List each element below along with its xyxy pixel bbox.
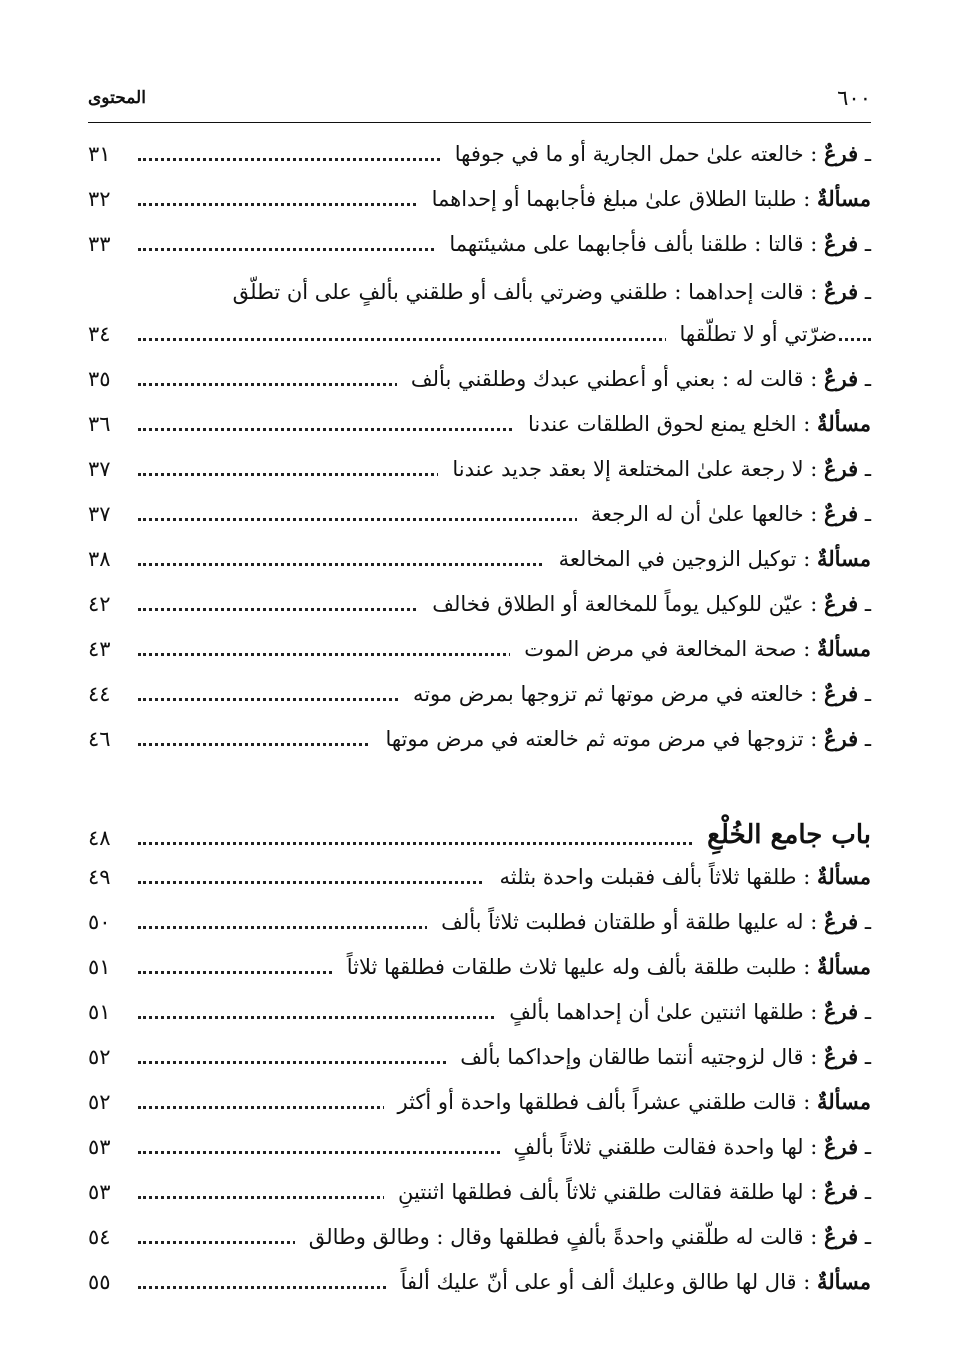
toc-entry[interactable] (88, 398, 871, 442)
entry-page-number: ٣٤ (88, 322, 111, 346)
entry-text: لها طلقة فقالت طلقني ثلاثاً بألف فطلقها اثنتينِ (398, 1180, 804, 1204)
entry-page-number: ٣٧ (88, 457, 111, 481)
entry-text: تزوجها في مرض موته ثم خالعته في مرض موتها (385, 727, 804, 751)
entry-kind: فرعٌ (824, 456, 859, 481)
entry-page-number: ٤٦ (88, 727, 111, 751)
entry-text: قالت له : بعني أو أعطني عبدك وطلقني بألف (410, 367, 804, 391)
entry-kind: فرعٌ (824, 1224, 859, 1249)
entry-page-number: ٣٣ (88, 232, 111, 256)
entry-label: ـ فرعٌ : تزوجها في مرض موته ثم خالعته في مرض موتها (371, 726, 871, 751)
entry-page-number: ٤٩ (88, 865, 111, 889)
entry-kind: فرعٌ (824, 1044, 859, 1069)
entry-label: مسألةٌ : طلبتا الطلاق علىٰ مبلغ فأجابهما أو إحداهما (418, 186, 871, 211)
entry-page-number: ٥١ (88, 955, 111, 979)
entry-label: ـ فرعٌ : قالت له طلّقني واحدةً بألفٍ فطلقها وقال : وطالق وطالق (295, 1224, 871, 1249)
entry-text: طلقها اثنتين علىٰ أن إحداهما بألفٍ (509, 1000, 804, 1024)
entry-text: خالعته في مرض موتها ثم تزوجها بمرض موته (412, 682, 804, 706)
entry-page-number: ٥١ (88, 1000, 111, 1024)
entry-kind: مسألةٌ (816, 546, 871, 571)
chapter-heading-row[interactable] (88, 802, 871, 856)
entry-kind: فرعٌ (824, 999, 859, 1024)
entry-page-number: ٥٠ (88, 910, 111, 934)
entry-kind: فرعٌ (824, 1179, 859, 1204)
entry-text: طلقها ثلاثاً بألف فقبلت واحدة بثلثه (499, 865, 797, 889)
entry-page-number: ٣٥ (88, 367, 111, 391)
entry-text: طلبتا الطلاق علىٰ مبلغ فأجابهما أو إحداهما (431, 187, 797, 211)
entry-label: مسألةٌ : الخلع يمنع لحوق الطلقات عندنا (514, 411, 871, 436)
entry-kind: فرعٌ (824, 279, 859, 304)
entry-kind: مسألةٌ (816, 186, 871, 211)
entry-label (666, 322, 837, 346)
entry-label: مسألةٌ : قال لها طالق وعليك ألف أو على أنّ عليك ألفاً (387, 1269, 871, 1294)
entry-text: طلبت طلقة بألف وله عليها ثلاث طلقات فطلقها ثلاثاً (346, 955, 797, 979)
entry-text: قالتا : طلقنا بألف فأجابهما على مشيئتهما (449, 232, 804, 256)
entry-kind: فرعٌ (824, 726, 859, 751)
toc-entry[interactable] (88, 896, 871, 940)
entry-label: مسألةٌ : طلقها ثلاثاً بألف فقبلت واحدة بثلثه (485, 864, 871, 889)
entry-page-number: ٣١ (88, 142, 111, 166)
toc-entry[interactable] (88, 1076, 871, 1120)
entry-page-number: ٤٣ (88, 637, 111, 661)
entry-text: قالت إحداهما : طلقني وضرتي بألف أو طلقني بألفٍ على أن تطلّق (232, 280, 804, 304)
entry-kind: فرعٌ (824, 366, 859, 391)
entry-text: الخلع يمنع لحوق الطلقات عندنا (527, 412, 797, 436)
toc-entry[interactable] (88, 986, 871, 1030)
entry-kind: مسألةٌ (816, 1089, 871, 1114)
entry-text: عيّن للوكيل يوماً للمخالعة أو الطلاق فخالف (432, 592, 804, 616)
entry-text: خالعته علىٰ حمل الجارية أو ما في جوفها (454, 142, 804, 166)
entry-label: ـ فرعٌ : خالعته في مرض موتها ثم تزوجها بمرض موته (399, 681, 871, 706)
entry-kind: فرعٌ (824, 141, 859, 166)
toc-entry[interactable] (88, 941, 871, 985)
toc-entry[interactable] (88, 128, 871, 172)
toc-entry[interactable] (88, 851, 871, 895)
chapter-title: باب جامع الخُلْعِ (707, 820, 871, 850)
entry-kind: مسألةٌ (816, 1269, 871, 1294)
entry-page-number: ٥٣ (88, 1135, 111, 1159)
entry-label: ـ فرعٌ : خالعته علىٰ حمل الجارية أو ما في جوفها (441, 141, 871, 166)
entry-page-number: ٤٨ (88, 826, 111, 850)
entry-label: ـ فرعٌ : قالت له : بعني أو أعطني عبدك وطلقني بألف (397, 366, 871, 391)
toc-entry-first-line: ـ فرعٌ : قالت إحداهما : طلقني وضرتي بألف أو طلقني بألفٍ على أن تطلّق (232, 279, 871, 304)
entry-text: قال لها طالق وعليك ألف أو على أنّ عليك ألفاً (400, 1270, 797, 1294)
entry-text: توكيل الزوجين في المخالعة (558, 547, 797, 571)
toc-entry[interactable] (88, 713, 871, 757)
entry-kind: مسألةٌ (816, 864, 871, 889)
entry-label: ـ فرعٌ : طلقها اثنتين علىٰ أن إحداهما بألفٍ (495, 999, 871, 1024)
entry-kind: فرعٌ (824, 231, 859, 256)
toc-entry[interactable] (88, 173, 871, 217)
entry-text: صحة المخالعة في مرض الموت (524, 637, 797, 661)
entry-page-number: ٥٣ (88, 1180, 111, 1204)
toc-entry[interactable] (88, 1256, 871, 1300)
entry-page-number: ٥٢ (88, 1090, 111, 1114)
entry-label: ـ فرعٌ : له عليها طلقة أو طلقتان فطلبت ثلاثاً بألف (427, 909, 871, 934)
entry-kind: فرعٌ (824, 591, 859, 616)
entry-label: ـ فرعٌ : لا رجعة علىٰ المختلعة إلا بعقد جديد عندنا (438, 456, 871, 481)
entry-text: لا رجعة علىٰ المختلعة إلا بعقد جديد عندنا (452, 457, 804, 481)
entry-text-continuation: ضرّتي أو لا تطلّقها (679, 322, 837, 346)
entry-kind: مسألةٌ (816, 411, 871, 436)
entry-label: مسألةٌ : طلبت طلقة بألف وله عليها ثلاث طلقات فطلقها ثلاثاً (333, 954, 871, 979)
entry-kind: فرعٌ (824, 909, 859, 934)
running-section-title: المحتوى (88, 88, 146, 108)
entry-text: قال لزوجتيه أنتما طالقان وإحداكما بألف (460, 1045, 804, 1069)
entry-text: له عليها طلقة أو طلقتان فطلبت ثلاثاً بألف (441, 910, 804, 934)
entry-kind: فرعٌ (824, 1134, 859, 1159)
entry-page-number: ٣٨ (88, 547, 111, 571)
entry-page-number: ٣٢ (88, 187, 111, 211)
entry-page-number: ٤٤ (88, 682, 111, 706)
entry-kind: فرعٌ (824, 501, 859, 526)
table-of-contents (88, 0, 871, 1367)
toc-entry[interactable] (88, 488, 871, 532)
entry-label: ـ فرعٌ : قالتا : طلقنا بألف فأجابهما على مشيئتهما (435, 231, 871, 256)
page-number: ٦٠٠ (837, 86, 871, 110)
toc-entry[interactable] (88, 308, 871, 352)
entry-kind: مسألةٌ (816, 636, 871, 661)
toc-entry[interactable] (88, 1211, 871, 1255)
entry-label: ـ فرعٌ : قال لزوجتيه أنتما طالقان وإحداكما بألف (446, 1044, 871, 1069)
toc-entry[interactable] (88, 353, 871, 397)
entry-page-number: ٣٧ (88, 502, 111, 526)
toc-entry[interactable] (88, 623, 871, 667)
entry-page-number: ٤٢ (88, 592, 111, 616)
entry-text: خالعها علىٰ أن له الرجعة (590, 502, 804, 526)
entry-kind: مسألةٌ (816, 954, 871, 979)
entry-label: ـ فرعٌ : لها واحدة فقالت طلقني ثلاثاً بألفٍ (500, 1134, 871, 1159)
entry-label: مسألةٌ : توكيل الزوجين في المخالعة (545, 546, 871, 571)
toc-entry[interactable] (88, 1166, 871, 1210)
toc-entry[interactable] (88, 533, 871, 577)
entry-text: قالت طلقني عشراً بألف فطلقها واحدة أو أكثر (397, 1090, 797, 1114)
entry-kind: فرعٌ (824, 681, 859, 706)
toc-entry[interactable] (88, 578, 871, 622)
toc-entry[interactable] (88, 1031, 871, 1075)
entry-label: ـ فرعٌ : لها طلقة فقالت طلقني ثلاثاً بألف فطلقها اثنتينِ (384, 1179, 871, 1204)
entry-label: ـ فرعٌ : خالعها علىٰ أن له الرجعة (577, 501, 871, 526)
entry-label: مسألةٌ : قالت طلقني عشراً بألف فطلقها واحدة أو أكثر (384, 1089, 872, 1114)
entry-text: قالت له طلّقني واحدةً بألفٍ فطلقها وقال : وطالق وطالق (308, 1225, 804, 1249)
entry-page-number: ٥٢ (88, 1045, 111, 1069)
toc-entry[interactable] (88, 443, 871, 487)
entry-label: مسألةٌ : صحة المخالعة في مرض الموت (510, 636, 871, 661)
toc-entry[interactable] (88, 1121, 871, 1165)
entry-label: ـ فرعٌ : عيّن للوكيل يوماً للمخالعة أو الطلاق فخالف (418, 591, 871, 616)
toc-entry[interactable] (88, 668, 871, 712)
entry-page-number: ٥٤ (88, 1225, 111, 1249)
toc-entry[interactable] (88, 218, 871, 262)
entry-text: لها واحدة فقالت طلقني ثلاثاً بألفٍ (513, 1135, 804, 1159)
entry-page-number: ٥٥ (88, 1270, 111, 1294)
entry-label (693, 820, 871, 850)
entry-page-number: ٣٦ (88, 412, 111, 436)
